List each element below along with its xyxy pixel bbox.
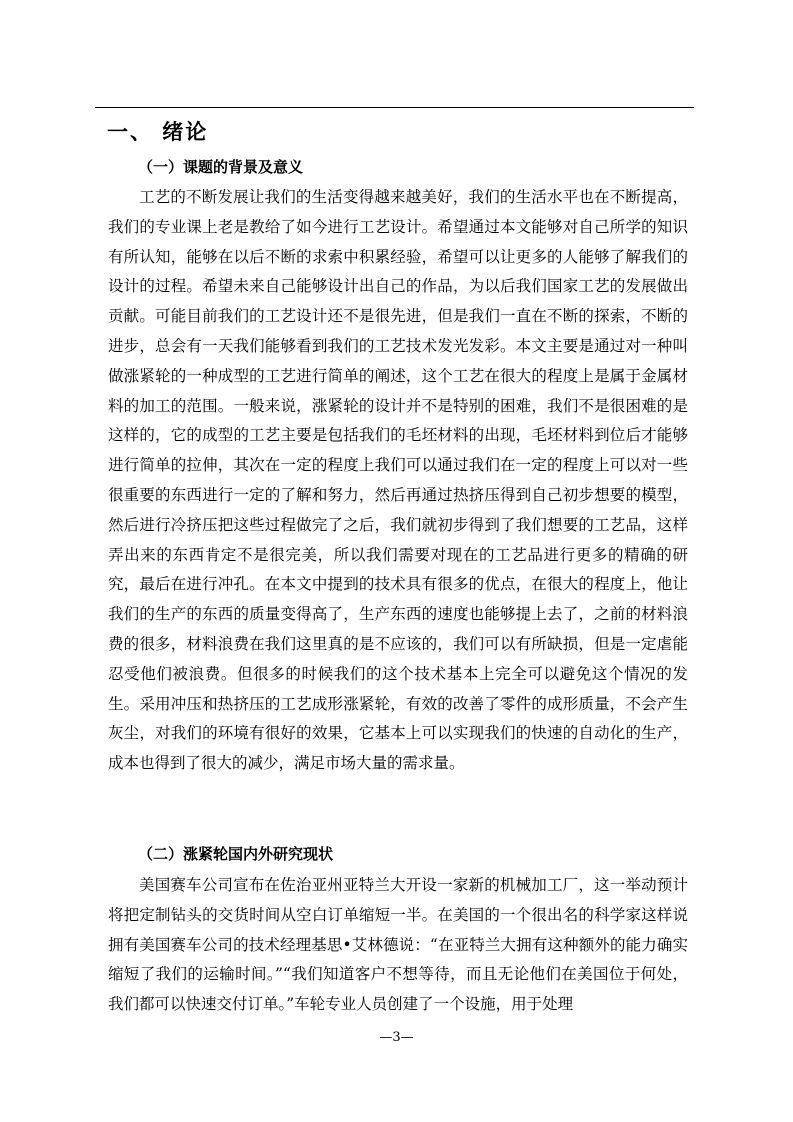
section-paragraph-background: 工艺的不断发展让我们的生活变得越来越美好，我们的生活水平也在不断提高，我们的专业课上老是教给了如今进行工艺设计。希望通过本文能够对自己所学的知识有所认知，能够在以后不断的求索中积累经验，希望可以让更多的人能够了解我们的设计的过程。希望未来自己能够设计出自己的作品，为以后我们国家工艺的发展做出贡献。可能目前我们的工艺设计还不是很先进，但是我们一直在不断的探索，不断的进步，总会有一天我们能够看到我们的工艺技术发光发彩。本文主要是通过对一种叫做涨紧轮的一种成型的工艺进行简单的阐述，这个工艺在很大的程度上是属于金属材料的加工的范围。一般来说，涨紧轮的设计并不是特别的困难，我们不是很困难的是这样的，它的成型的工艺主要是包括我们的毛坯材料的出现，毛坯材料到位后才能够进行简单的拉伸，其次在一定的程度上我们可以通过我们在一定的程度上可以对一些很重要的东西进行一定的了解和努力，然后再通过热挤压得到自己初步想要的模型，然后进行冷挤压把这些过程做完了之后，我们就初步得到了我们想要的工艺品，这样弄出来的东西肯定不是很完美，所以我们需要对现在的工艺品进行更多的精确的研究，最后在进行冲孔。在本文中提到的技术具有很多的优点，在很大的程度上，他让我们的生产的东西的质量变得高了，生产东西的速度也能够提上去了，之前的材料浪费的很多，材料浪费在我们这里真的是不应该的，我们可以有所缺损，但是一定虐能忍受他们被浪费。但很多的时候我们的这个技术基本上完全可以避免这个情况的发生。采用冲压和热挤压的工艺成形涨紧轮，有效的改善了零件的成形质量，不会产生灰尘，对我们的环境有很好的效果，它基本上可以实现我们的快速的自动化的生产，成本也得到了很大的减少，满足市场大量的需求量。 bbox=[108, 188, 688, 773]
section-heading-research-status: （二）涨紧轮国内外研究现状 bbox=[138, 845, 334, 863]
section-heading-background: （一）课题的背景及意义 bbox=[138, 158, 304, 176]
chapter-title: 一、 绪论 bbox=[107, 120, 209, 144]
section-paragraph-research-status: 美国赛车公司宣布在佐治亚州亚特兰大开设一家新的机械加工厂，这一举动预计将把定制钻头的交货时间从空白订单缩短一半。在美国的一个很出名的科学家这样说拥有美国赛车公司的技术经理基思•艾林德说：“在亚特兰大拥有这种额外的能力确实缩短了我们的运输时间。”“我们知道客户不想等待，而且无论他们在美国位于何处，我们都可以快速交付订单。”车轮专业人员创建了一个设施，用于处理 bbox=[108, 876, 688, 1014]
page-number: —3— bbox=[379, 1030, 414, 1045]
header-rule bbox=[95, 107, 694, 108]
